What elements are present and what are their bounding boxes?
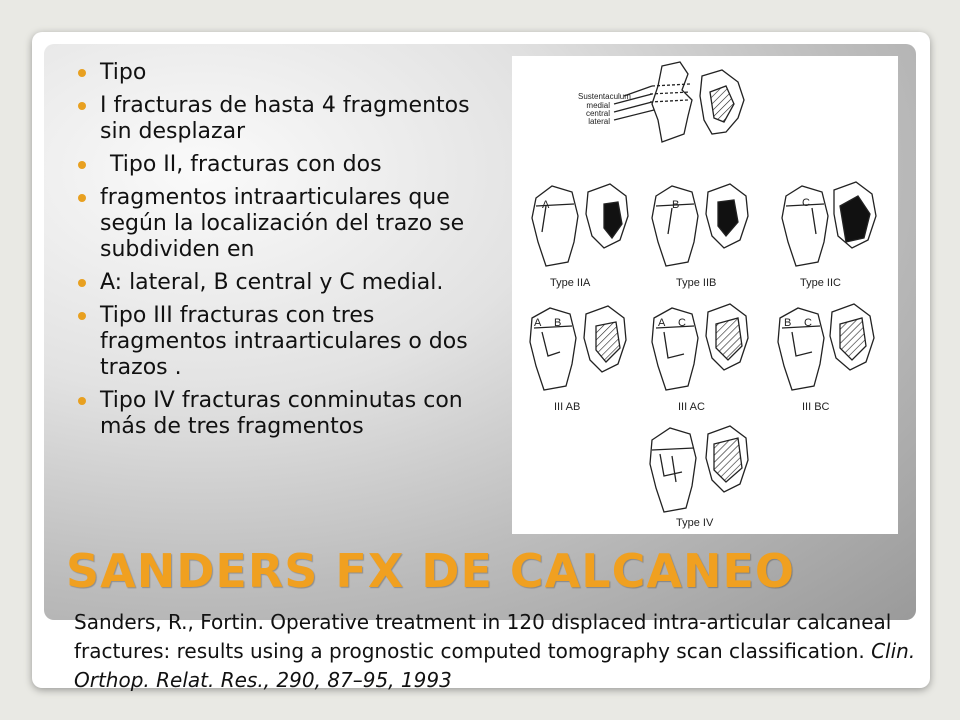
fragment-letter: A <box>534 317 542 329</box>
type-label: Type IIC <box>800 277 841 289</box>
bullet-list <box>76 60 486 447</box>
bullet-item <box>76 185 486 263</box>
bullet-item <box>76 270 486 296</box>
bullet-dot-icon <box>78 102 86 110</box>
bullet-text: Tipo <box>100 60 147 85</box>
citation-journal: Clin. Orthop. Relat. Res., 290, 87–95, 1993 <box>74 639 916 692</box>
type-iiibc-diagram <box>778 304 874 390</box>
citation <box>74 608 954 695</box>
fragment-letter: B <box>554 317 562 329</box>
fragment-letter: A <box>542 199 550 211</box>
type-iv-diagram <box>650 426 748 512</box>
label-lateral: lateral <box>588 117 610 126</box>
bullet-text: I fracturas de hasta 4 fragmentos sin desplazar <box>100 93 470 144</box>
label-central: central <box>585 109 610 118</box>
bullet-dot-icon <box>78 279 86 287</box>
bullet-text: Tipo III fracturas con tres fragmentos intraarticulares o dos trazos . <box>100 303 468 380</box>
fragment-letter: A <box>658 317 666 329</box>
label-sustentaculum: Sustentaculum <box>578 92 631 101</box>
fragment-letter: C <box>804 317 812 329</box>
type-iia-diagram <box>532 184 628 266</box>
bullet-dot-icon <box>78 194 86 202</box>
bullet-item <box>76 388 486 440</box>
type-label: III BC <box>802 401 830 413</box>
fragment-letter: B <box>784 317 792 329</box>
bullet-item <box>76 60 486 86</box>
bullet-text: Tipo II, fracturas con dos <box>110 152 382 177</box>
type-label: Type IV <box>676 517 714 529</box>
figure-svg <box>512 56 898 534</box>
fragment-letter: B <box>672 199 680 211</box>
type-label: Type IIA <box>550 277 591 289</box>
slide-title: SANDERS FX DE CALCANEO <box>66 544 795 598</box>
type-iiiab-diagram <box>530 306 626 390</box>
type-label: III AC <box>678 401 705 413</box>
bullet-dot-icon <box>78 69 86 77</box>
reference-calcaneus <box>614 62 744 142</box>
type-iib-diagram <box>652 184 748 266</box>
type-label: Type IIB <box>676 277 717 289</box>
label-medial: medial <box>586 101 610 110</box>
bullet-item <box>76 303 486 381</box>
bullet-text: fragmentos intraarticulares que según la localización del trazo se subdividen en <box>100 185 465 262</box>
bullet-text: A: lateral, B central y C medial. <box>100 270 444 295</box>
fragment-letter: C <box>678 317 686 329</box>
bullet-dot-icon <box>78 161 86 169</box>
bullet-dot-icon <box>78 312 86 320</box>
bullet-text: Tipo IV fracturas conminutas con más de tres fragmentos <box>100 388 463 439</box>
bullet-dot-icon <box>78 397 86 405</box>
fragment-letter: C <box>802 197 810 209</box>
type-iiiac-diagram <box>652 304 748 390</box>
type-label: III AB <box>554 401 581 413</box>
bullet-item <box>76 152 486 178</box>
sanders-classification-figure <box>512 56 898 534</box>
bullet-item <box>76 93 486 145</box>
citation-text: Sanders, R., Fortin. Operative treatment in 120 displaced intra-articular calcaneal fractures: results using a prognostic computed tomography scan classification. <box>74 610 892 663</box>
type-iic-diagram <box>782 182 876 266</box>
